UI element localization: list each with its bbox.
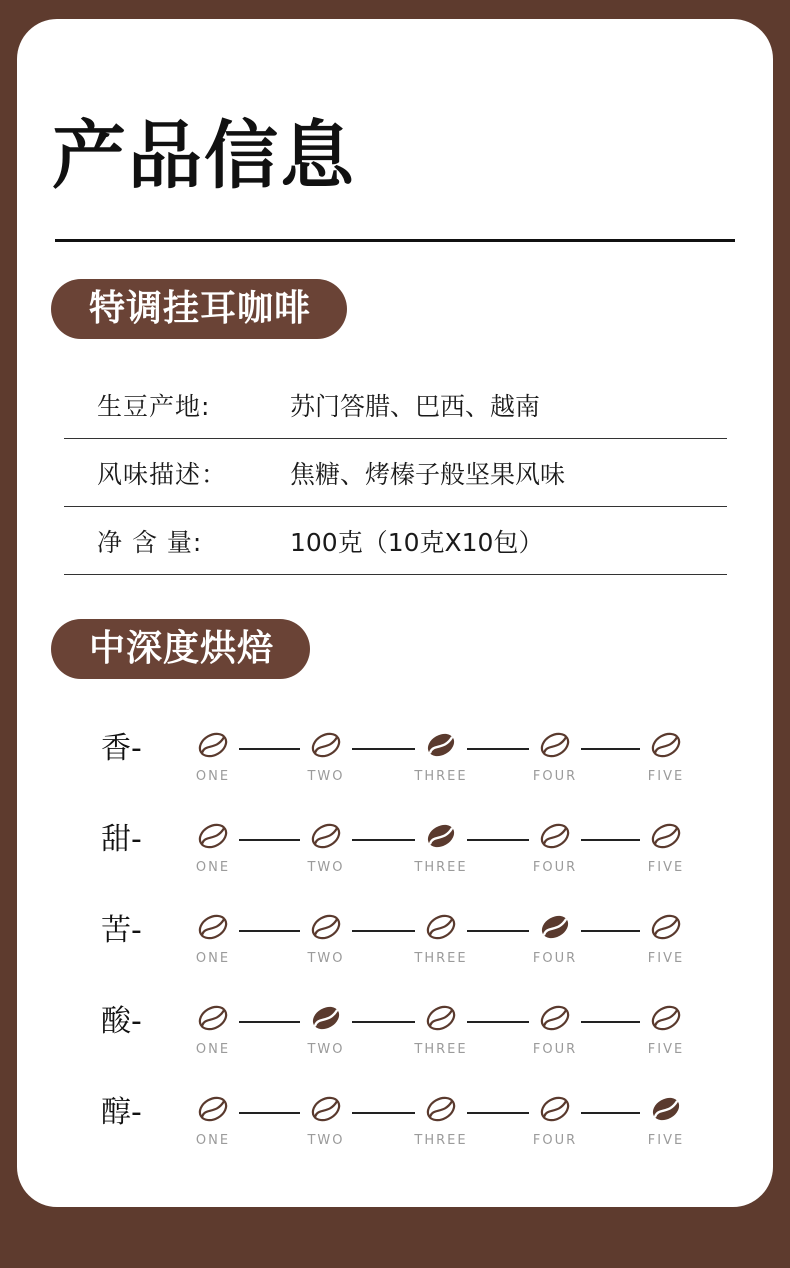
scale-caption: ONE: [195, 860, 231, 875]
info-row-flavor: [64, 439, 727, 507]
coffee-bean-icon: [286, 1093, 366, 1125]
info-row-origin: [64, 371, 727, 439]
scale-step: [286, 1093, 366, 1148]
scale-step: [626, 729, 706, 784]
coffee-bean-icon: [515, 729, 595, 761]
scale-caption: FIVE: [647, 1042, 685, 1057]
scale-caption: FIVE: [647, 951, 685, 966]
scale-caption: THREE: [414, 769, 468, 784]
coffee-bean-icon: [401, 911, 481, 943]
scale-step: [626, 820, 706, 875]
scale-caption: THREE: [414, 1133, 468, 1148]
info-value: 100克（10克X10包）: [290, 527, 544, 557]
flavor-rating-row: [17, 1002, 773, 1092]
scale-caption: THREE: [414, 1042, 468, 1057]
scale-step: [401, 729, 481, 784]
scale-step: [401, 911, 481, 966]
flavor-label: 醇-: [101, 1095, 142, 1130]
coffee-bean-icon: [286, 820, 366, 852]
info-key: 净 含 量:: [97, 527, 203, 557]
scale-step: [173, 911, 253, 966]
scale-caption: FIVE: [647, 860, 685, 875]
coffee-bean-icon: [515, 820, 595, 852]
coffee-bean-icon: [515, 1002, 595, 1034]
scale-step: [286, 820, 366, 875]
coffee-bean-icon: [173, 729, 253, 761]
coffee-bean-icon: [173, 1093, 253, 1125]
scale-step: [401, 1002, 481, 1057]
scale-caption: FIVE: [647, 1133, 685, 1148]
scale-caption: TWO: [307, 769, 345, 784]
scale-caption: TWO: [307, 1042, 345, 1057]
coffee-bean-icon: [515, 1093, 595, 1125]
flavor-rating-row: [17, 911, 773, 1001]
coffee-bean-icon: [401, 1093, 481, 1125]
scale-caption: FOUR: [532, 860, 578, 875]
coffee-bean-filled-icon: [401, 820, 481, 852]
coffee-bean-icon: [173, 1002, 253, 1034]
flavor-label: 酸-: [101, 1004, 142, 1039]
scale-step: [173, 1002, 253, 1057]
scale-caption: THREE: [414, 860, 468, 875]
flavor-rating-row: [17, 729, 773, 819]
coffee-bean-icon: [173, 911, 253, 943]
flavor-label: 苦-: [101, 913, 142, 948]
scale-step: [173, 820, 253, 875]
info-value: 苏门答腊、巴西、越南: [290, 391, 541, 421]
roast-level-badge: 中深度烘焙: [51, 619, 310, 679]
scale-caption: ONE: [195, 1042, 231, 1057]
coffee-bean-icon: [401, 1002, 481, 1034]
scale-caption: TWO: [307, 951, 345, 966]
scale-step: [401, 1093, 481, 1148]
scale-step: [286, 911, 366, 966]
product-info-card: [17, 19, 773, 1207]
scale-caption: ONE: [195, 769, 231, 784]
title-divider: [55, 239, 735, 242]
info-value: 焦糖、烤榛子般坚果风味: [290, 459, 566, 489]
scale-step: [626, 911, 706, 966]
scale-step: [173, 729, 253, 784]
scale-caption: FOUR: [532, 1042, 578, 1057]
scale-step: [515, 911, 595, 966]
info-table: [64, 371, 727, 575]
coffee-bean-icon: [286, 729, 366, 761]
flavor-rating-row: [17, 1093, 773, 1183]
scale-caption: TWO: [307, 1133, 345, 1148]
flavor-rating-row: [17, 820, 773, 910]
scale-step: [515, 729, 595, 784]
coffee-bean-icon: [286, 911, 366, 943]
scale-caption: FOUR: [532, 951, 578, 966]
scale-step: [626, 1093, 706, 1148]
scale-caption: FIVE: [647, 769, 685, 784]
scale-step: [515, 1002, 595, 1057]
scale-caption: ONE: [195, 951, 231, 966]
coffee-bean-icon: [626, 1002, 706, 1034]
flavor-label: 香-: [101, 731, 142, 766]
scale-step: [515, 820, 595, 875]
coffee-bean-filled-icon: [286, 1002, 366, 1034]
coffee-bean-filled-icon: [515, 911, 595, 943]
info-key: 生豆产地:: [97, 391, 211, 421]
scale-caption: TWO: [307, 860, 345, 875]
coffee-bean-filled-icon: [626, 1093, 706, 1125]
scale-caption: ONE: [195, 1133, 231, 1148]
scale-step: [286, 1002, 366, 1057]
scale-step: [286, 729, 366, 784]
scale-step: [626, 1002, 706, 1057]
product-name-badge: 特调挂耳咖啡: [51, 279, 347, 339]
scale-step: [401, 820, 481, 875]
scale-caption: THREE: [414, 951, 468, 966]
coffee-bean-filled-icon: [401, 729, 481, 761]
flavor-label: 甜-: [101, 822, 142, 857]
scale-step: [173, 1093, 253, 1148]
info-key: 风味描述：: [97, 459, 228, 489]
coffee-bean-icon: [626, 820, 706, 852]
info-row-net-content: [64, 507, 727, 575]
scale-step: [515, 1093, 595, 1148]
coffee-bean-icon: [173, 820, 253, 852]
page-title: 产品信息: [52, 113, 356, 199]
coffee-bean-icon: [626, 729, 706, 761]
coffee-bean-icon: [626, 911, 706, 943]
scale-caption: FOUR: [532, 1133, 578, 1148]
scale-caption: FOUR: [532, 769, 578, 784]
